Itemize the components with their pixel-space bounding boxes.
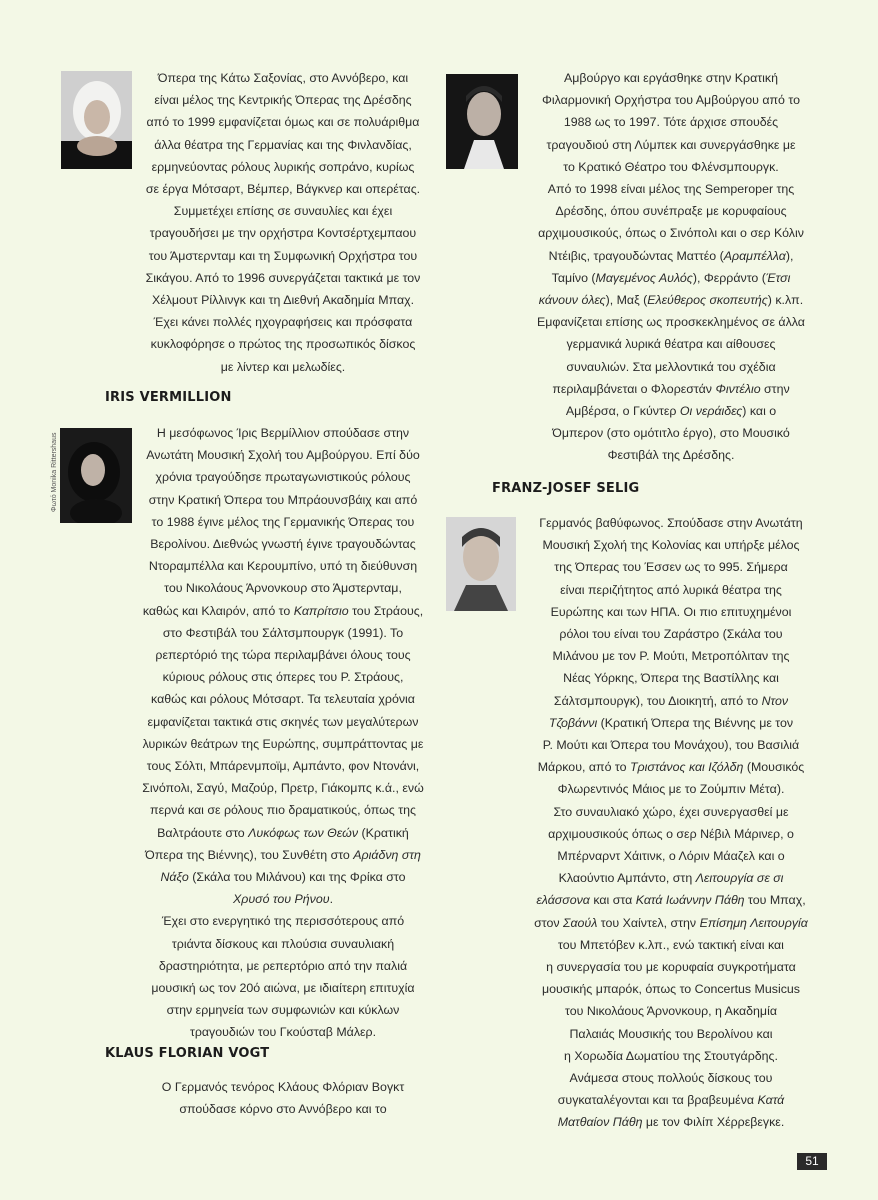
text-line: στην ερμηνεία των συμφωνιών και κύκλων [166,1003,400,1018]
text-line: Ανάμεσα στους πολλούς δίσκους του [569,1071,773,1086]
text-line: Νάξο (Σκάλα του Μιλάνου) και της Φρίκα στο [160,870,406,885]
text-line: Ντέιβις, τραγουδώντας Ματτέο (Αραμπέλλα), [548,248,794,263]
text-line: Μπέρναρντ Χάιτινκ, ο Λόριν Μάαζελ και ο [557,849,785,864]
text-line: Αμβέρσα, ο Γκύντερ Οι νεράιδες) και ο [565,404,777,419]
photo-credit: Φωτό Monika Rittershaus [51,432,58,512]
text-line: Σάλτσμπουργκ), του Διοικητή, από το Ντον [553,693,789,708]
text-line: Ανωτάτη Μουσική Σχολή του Αμβούργου. Επί δύο [146,448,420,463]
text-line: Βερολίνου. Διεθνώς γνωστή έγινε τραγουδώντας [150,537,416,552]
text-line: καθώς και Κλαιρόν, από το Καπρίτσιο του Στράους, [142,603,424,618]
text-line: το 1988 έγινε μέλος της Γερμανικής Όπερας του [151,514,415,529]
text-line: μουσική ως τον 20ό αιώνα, με ιδιαίτερη επιτυχία [151,981,415,996]
text-line: Έχει στο ενεργητικό της περισσότερους από [161,914,405,929]
text-line: Συμμετέχει επίσης σε συναυλίες και έχει [173,204,393,219]
text-line: Ευρώπης και των ΗΠΑ. Οι πιο επιτυχημένοι [550,604,792,619]
text-line: Ο Γερμανός τενόρος Κλάους Φλόριαν Βογκτ [161,1080,405,1094]
text-line: στο Φεστιβάλ του Σάλτσμπουργκ (1991). Το [162,625,404,640]
text-line: του Άμστερνταμ και τη Συμφωνική Ορχήστρα του [148,248,418,263]
text-line: δραστηριότητα, με ρεπερτόριο από την παλιά [158,958,408,973]
portrait-photo-blonde-singer [61,71,132,169]
text-line: ερμηνεύοντας ρόλους λυρικής σοπράνο, κυρίως [151,159,415,174]
text-line: συγκαταλέγονται και τα βραβευμένα Κατά [557,1093,785,1108]
text-line: αρχιμουσικούς, όπως ο Σινόπολι και ο σερ Κόλιν [538,226,804,241]
text-line: Ρ. Μούτι και Όπερα του Μονάχου), του Βασιλιά [542,738,800,753]
portrait-photo-iris-vermillion [60,428,132,523]
text-line: Μάρκου, από το Τριστάνος και Ιζόλδη (Μουσικός [537,760,805,775]
text-line: περνά και σε ρόλους πιο δραματικούς, όπως της [150,803,416,818]
text-line: σε έργα Μότσαρτ, Βέμπερ, Βάγκνερ και οπερέτας. [145,182,421,197]
text-line: είναι περιζήτητος από λυρικά θέατρα της [560,582,782,597]
text-line: γερμανικά λυρικά θέατρα και αίθουσες [566,337,776,352]
portrait-icon [61,71,132,169]
text-line: σπούδασε κόρνο στο Αννόβερο και το [179,1102,387,1117]
text-line: λυρικών θεάτρων της Ευρώπης, συμπράττοντας με [142,736,424,751]
text-line: κάνουν όλες), Μαξ (Ελεύθερος σκοπευτής) κ.λπ. [538,293,804,308]
text-line: Φιλαρμονική Ορχήστρα του Αμβούργου από το [542,93,800,108]
heading-iris-vermillion: IRIS VERMILLION [105,390,232,405]
text-line: η Χορωδία Δωματίου της Στουτγάρδης. [564,1048,778,1063]
text-line: Ματθαίον Πάθη με τον Φιλίπ Χέρρεβεγκε. [557,1115,785,1130]
text-line: ρόλοι του είναι του Ζαράστρο (Σκάλα του [559,627,783,642]
text-line: με λίντερ και μελωδίες. [220,359,346,374]
text-line: Μουσική Σχολή της Κολονίας και υπήρξε μέλος [542,538,800,553]
text-line: Ταμίνο (Μαγεμένος Αυλός), Φερράντο (Έτσι [551,270,791,285]
text-line: Παλαιάς Μουσικής του Βερολίνου και [569,1026,773,1041]
text-line: η συνεργασία του με κορυφαία συγκροτήματα [546,960,796,975]
text-line: Χρυσό του Ρήνου. [232,892,334,907]
text-line: χρόνια τραγούδησε πρωταγωνιστικούς ρόλους [155,470,411,485]
text-line: από το 1999 εμφανίζεται όμως και σε πολυάριθμα [146,115,420,130]
text-line: Χέλμουτ Ρίλλινγκ και τη Διεθνή Ακαδημία Μπαχ. [151,293,415,308]
text-line: τους Σόλτι, Μπάρενμποϊμ, Αμπάντο, φον Ντονάνι, [146,759,420,774]
bio-text-franz-josef-selig [522,512,820,1134]
text-line: Στο συναυλιακό χώρο, έχει συνεργασθεί με [553,804,789,819]
portrait-icon [446,517,516,611]
text-line: τραγουδιού στη Λύμπεκ και συνεργάσθηκε με [546,137,796,152]
text-line: ελάσσονα και στα Κατά Ιωάννην Πάθη του Μπαχ, [536,893,806,908]
text-line: άλλα θέατρα της Γερμανίας και της Φινλανδίας, [154,137,412,152]
text-line: Φλωρεντινός Μάιος με το Ζούμπιν Μέτα). [557,782,785,797]
text-line: στην Κρατική Όπερα του Μπράουνσβάιχ και από [148,492,418,507]
text-line: μουσικής μπαρόκ, όπως το Concertus Musicus [542,982,800,997]
portrait-photo-klaus-florian-vogt [446,74,518,169]
text-line: Τζοβάννι (Κρατική Όπερα της Βιέννης με τον [548,715,794,730]
text-line: κύριους ρόλους στις όπερες του Ρ. Στράους, [162,670,404,685]
text-line: της Όπερας του Έσσεν ως το 995. Σήμερα [554,560,788,575]
text-line: εμφανίζεται τακτικά στις σκηνές των μεγαλύτερων [147,714,419,729]
text-line: ρεπερτόριό της τώρα περιλαμβάνει όλους τους [155,648,411,663]
text-line: Φεστιβάλ της Δρέσδης. [607,448,735,463]
portrait-icon [446,74,518,169]
text-line: Όπερα της Κάτω Σαξονίας, στο Αννόβερο, και [157,71,409,85]
text-line: τραγουδήσει με την ορχήστρα Κοντσέρτχεμπαου [149,226,417,241]
text-line: περιλαμβάνεται ο Φλορεστάν Φιντέλιο στην [552,381,790,396]
text-line: Έχει κάνει πολλές ηχογραφήσεις και πρόσφατα [153,315,413,330]
portrait-icon [60,428,132,523]
text-line: στον Σαούλ του Χαίντελ, στην Επίσημη Λειτουργία [534,915,808,930]
text-line: είναι μέλος της Κεντρικής Όπερας της Δρέσδης [154,93,412,108]
text-line: τραγουδιών του Γκούσταβ Μάλερ. [189,1025,377,1040]
text-line: Σινόπολι, Σαγύ, Μαζούρ, Πρετρ, Γιάκομπς κ.ά., ενώ [142,781,424,796]
page-number: 51 [797,1153,827,1170]
text-line: Ντοραμπέλλα και Κερουμπίνο, υπό τη διεύθυνση [148,559,418,574]
heading-franz-josef-selig: FRANZ-JOSEF SELIG [492,481,640,496]
text-line: Εμφανίζεται επίσης ως προσκεκλημένος σε άλλα [537,315,805,330]
text-line: Δρέσδης, όπου συνέπραξε με κορυφαίους [555,204,787,219]
text-line: τριάντα δίσκους και πλούσια συναυλιακή [171,936,395,951]
text-line: Μιλάνου με τον Ρ. Μούτι, Μετροπόλιταν της [552,649,790,664]
text-line: του Νικολάους Άρνονκουρ, η Ακαδημία [564,1004,777,1019]
bio-text-iris-vermillion [138,422,428,1044]
text-line: το Κρατικό Θέατρο του Φλένσμπουργκ. [563,159,779,174]
text-line: αρχιμουσικούς όπως ο σερ Νέβιλ Μάρινερ, ο [548,826,794,841]
heading-klaus-florian-vogt: KLAUS FLORIAN VOGT [105,1046,270,1061]
text-line: του Νικολάους Άρνονκουρ στο Άμστερνταμ, [164,581,402,596]
text-line: Γερμανός βαθύφωνος. Σπούδασε στην Ανωτάτη [539,516,803,530]
text-line: Όπερα της Βιέννης), του Συνθέτη στο Αριάδνη στη [145,847,421,862]
text-line: Η μεσόφωνος Ίρις Βερμίλλιον σπούδασε στην [156,426,410,440]
intro-text-left [138,67,428,378]
text-line: Όμπερον (στο ομότιτλο έργο), στο Μουσικό [552,426,790,441]
text-line: Νέας Υόρκης, Όπερα της Βαστίλλης και [563,671,779,686]
text-line: Κλαούντιο Αμπάντο, στη Λειτουργία σε σι [558,871,784,886]
text-line: κυκλοφόρησε ο πρώτος της προσωπικός δίσκος [150,337,416,352]
bio-text-klaus-florian-vogt [138,1076,428,1120]
text-line: Αμβούργο και εργάσθηκε στην Κρατική [564,71,778,85]
text-line: 1988 ως το 1997. Τότε άρχισε σπουδές [563,115,779,130]
text-line: συναυλιών. Στα μελλοντικά του σχέδια [566,359,776,374]
text-line: του Μπετόβεν κ.λπ., ενώ τακτική είναι και [558,937,784,952]
text-line: Βαλτράουτε στο Λυκόφως των Θεών (Κρατική [157,825,409,840]
intro-text-right [522,67,820,467]
text-line: Σικάγου. Από το 1996 συνεργάζεται τακτικά με τον [145,270,421,285]
text-line: Από το 1998 είναι μέλος της Semperoper της [547,182,795,197]
text-line: καθώς και ρόλους Μότσαρτ. Τα τελευταία χρόνια [151,692,415,707]
portrait-photo-franz-josef-selig [446,517,516,611]
